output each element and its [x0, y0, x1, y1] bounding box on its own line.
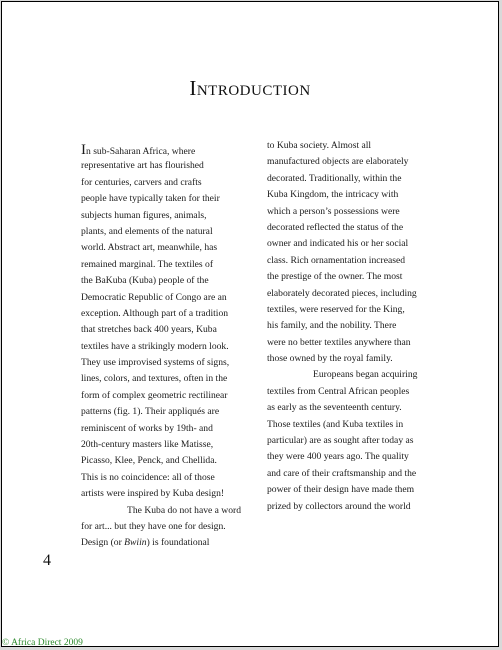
text-line: power of their design have made them — [267, 484, 415, 496]
text-line: artists were inspired by Kuba design! — [81, 488, 225, 500]
text-line: Europeans began acquiring — [313, 369, 418, 381]
text-line — [81, 142, 251, 158]
text-line: class. Rich ornamentation increased — [267, 254, 405, 266]
text-line: lines, colors, and textures, often in the — [81, 373, 228, 385]
document-page — [1, 1, 499, 647]
text-line: elaborately decorated pieces, including — [267, 287, 417, 299]
text-line: representative art has flourished — [81, 160, 204, 172]
text-line: patterns (fig. 1). Their appliqués are — [81, 406, 220, 418]
drop-cap: I — [81, 142, 86, 158]
text-line: remained marginal. The textiles of — [81, 258, 214, 270]
text-line: the prestige of the owner. The most — [267, 271, 403, 283]
page-number: 4 — [43, 552, 51, 569]
text-line: They use improvised systems of signs, — [81, 357, 230, 369]
text-fragment: Design (or — [81, 537, 125, 549]
text-line — [81, 535, 251, 551]
text-line: for centuries, carvers and crafts — [81, 176, 202, 188]
text-line: particular) are as sought after today as — [267, 435, 414, 447]
text-line: Picasso, Klee, Penck, and Chellida. — [81, 455, 217, 467]
text-line: world. Abstract art, meanwhile, has — [81, 242, 218, 254]
text-line: those owned by the royal family. — [267, 353, 393, 365]
text-line: subjects human figures, animals, — [81, 209, 207, 221]
text-line: people have typically taken for their — [81, 193, 220, 205]
text-line: and care of their craftsmanship and the — [267, 467, 417, 479]
text-line: textiles from Central African peoples — [267, 385, 410, 397]
text-line: form of complex geometric rectilinear — [81, 389, 228, 401]
text-line: as early as the seventeenth century. — [267, 402, 402, 414]
text-line: to Kuba society. Almost all — [267, 140, 372, 151]
text-line: decorated. Traditionally, within the — [267, 172, 402, 184]
text-line: This is no coincidence: all of those — [81, 471, 215, 483]
right-text-column — [267, 138, 447, 515]
text-line: prized by collectors around the world — [267, 500, 411, 512]
text-fragment: ) is foundational — [146, 537, 210, 549]
italic-term: Bwiin — [124, 537, 147, 549]
left-text-column — [81, 142, 251, 552]
text-line: plants, and elements of the natural — [81, 225, 213, 237]
text-line: decorated reflected the status of the — [267, 221, 404, 233]
text-line: they were 400 years ago. The quality — [267, 451, 409, 463]
page-title: Introduction — [189, 76, 311, 100]
text-line: reminiscent of works by 19th- and — [81, 422, 213, 434]
copyright-notice: © Africa Direct 2009 — [2, 638, 83, 648]
text-line: The Kuba do not have a word — [127, 504, 242, 516]
text-line: owner and indicated his or her social — [267, 238, 409, 250]
text-line: his family, and the nobility. There — [267, 320, 397, 332]
text-line: which a person’s possessions were — [267, 205, 400, 217]
text-line: 20th-century masters like Matisse, — [81, 439, 214, 451]
text-line-rest: n sub-Saharan Africa, where — [86, 146, 196, 157]
text-line: textiles have a strikingly modern look. — [81, 340, 229, 352]
text-line: textiles, were reserved for the King, — [267, 303, 405, 315]
text-line: Those textiles (and Kuba textiles in — [267, 418, 404, 430]
text-line: were no better textiles anywhere than — [267, 336, 411, 348]
text-line: Kuba Kingdom, the intricacy with — [267, 189, 399, 201]
text-line: exception. Although part of a tradition — [81, 307, 229, 319]
text-line: the BaKuba (Kuba) people of the — [81, 275, 209, 287]
text-line: for art... but they have one for design. — [81, 520, 226, 532]
text-line: that stretches back 400 years, Kuba — [81, 324, 217, 336]
text-line: manufactured objects are elaborately — [267, 156, 409, 168]
text-line: Democratic Republic of Congo are an — [81, 291, 227, 303]
